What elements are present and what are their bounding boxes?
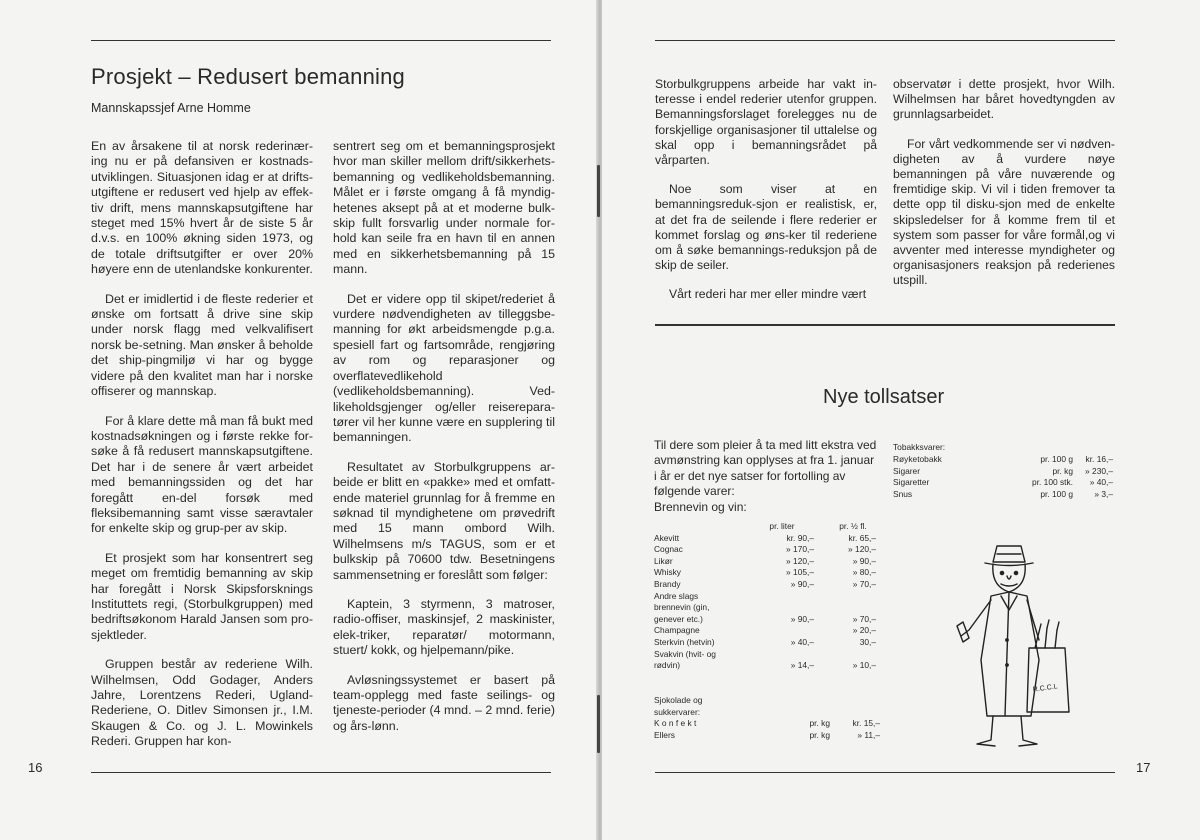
paragraph: For vårt vedkommende ser vi nødven-digheten av å vurdere nøye bemanningen på våre nuværende og fremtidige skip. Vi vil i tiden fremover ta dette opp til disku-sjon med de enkelte skipsledelser for å komme frem til et system som passer for våre formål,og vi avventer med interesse myndigheter og organisasjoners reaksjon på rederienes utspill. — [893, 136, 1115, 288]
table-row — [893, 454, 1115, 466]
table-row — [654, 544, 902, 556]
table-row — [654, 637, 902, 649]
table-row — [654, 556, 902, 568]
item-name: Snus — [893, 489, 913, 500]
column-header: pr. ½ fl. — [839, 521, 867, 531]
rate-per-liter: » 120,– — [786, 555, 814, 566]
item-unit: pr. 100 g — [1040, 489, 1073, 500]
item-name: Ellers — [654, 729, 675, 740]
bottom-rule — [91, 772, 551, 773]
table-row — [893, 489, 1115, 501]
table-row — [654, 625, 902, 637]
table-row — [654, 660, 902, 672]
rate-per-liter: » 90,– — [790, 578, 814, 589]
article-author: Mannskapssjef Arne Homme — [91, 101, 251, 115]
left-column-1 — [91, 139, 313, 764]
column-header: pr. liter — [769, 521, 795, 531]
paragraph: En av årsakene til at norsk rederinær-ing nu er på defansiven er kostnads-utviklingen. Situasjonen idag er at drifts-utgiftene er redusert ved hjelp av effek-tiv drift, mens mannskapsutgiftene har steget med 15% hvert år de siste 5 år d.v.s. en 100% økning siden 1973, og de totale driftsutgifter er over 20% høyere enn de utenlandske konkurenter. — [91, 139, 313, 277]
tollsatser-title: Nye tollsatser — [823, 386, 945, 408]
paragraph: For å klare dette må man få bukt med kostnadsøkningen og i første rekke for-søke å få redusert mannskapsutgiftene. Det har i de senere år vært arbeidet med bemanningssiden og det har foregått en-del forsøk med fleksibemanning samt visse særavtaler for enkelte skip og grup-per av skip. — [91, 413, 313, 536]
item-name: Whisky — [654, 567, 681, 578]
item-name: genever etc.) — [654, 613, 703, 624]
item-unit: pr. 100 g — [1040, 453, 1073, 464]
item-name: Akevitt — [654, 532, 680, 543]
bottom-rule — [655, 772, 1115, 773]
item-rate: » 11,– — [857, 729, 880, 740]
page-number: 17 — [1136, 760, 1151, 775]
item-name: Sterkvin (hetvin) — [654, 636, 715, 647]
paragraph: Avløsningssystemet er basert på team-opplegg med faste seilings- og tjeneste-perioder (4 mnd. – 2 mnd. ferie) og års-lønn. — [333, 672, 555, 733]
table-row — [654, 533, 902, 545]
section-rule — [655, 324, 1115, 326]
paragraph: Kaptein, 3 styrmenn, 3 matroser, radio-offiser, maskinsjef, 2 maskinister, elek-triker, reparatør/ motormann, stuert/ kokk, og hjelpemann/pike. — [333, 596, 555, 658]
item-unit: pr. kg — [809, 729, 830, 740]
left-column-2 — [333, 139, 555, 748]
intro-text: Til dere som pleier å ta med litt ekstra ved avmønstring kan opplyses at fra 1. januar i år er det nye satser for fortolling av følgende varer: — [654, 438, 877, 499]
table-row — [654, 579, 902, 591]
table-row — [654, 730, 904, 742]
rate-per-liter: » 105,– — [786, 567, 814, 578]
tobacco-table — [893, 442, 1115, 501]
rate-per-liter: » 40,– — [790, 636, 814, 647]
item-name: Brandy — [654, 578, 681, 589]
right-column-2 — [893, 77, 1115, 303]
paragraph: Storbulkgruppens arbeide har vakt in-teresse i endel rederier utenfor gruppen. Bemanningsforslaget forelegges nu de forskjellige organisasjoner til uttalelse og skal opp i bemanningsrådet på vårparten. — [655, 77, 877, 168]
table-row — [654, 718, 904, 730]
rate-per-bottle: 30,– — [859, 636, 876, 647]
item-name: Sigaretter — [893, 477, 930, 488]
item-name: Champagne — [654, 625, 700, 636]
item-name: K o n f e k t — [654, 718, 697, 729]
item-name: Likør — [654, 555, 673, 566]
rate-per-bottle: » 120,– — [848, 544, 876, 555]
paragraph: Det er videre opp til skipet/rederiet å vurdere nødvendigheten av tilleggsbe-manning for økt arbeidsmengde p.g.a. spesiell fart og fartsområde, rengjøring av rom og reparasjoner og overflatevedlikehold (vedlikeholdsbemanning). Ved-likeholdsgjenger og/eller reiserepara-tører vil her kunne være en supplering til bemanningen. — [333, 291, 555, 445]
rate-per-liter: » 170,– — [786, 544, 814, 555]
paragraph: Gruppen består av rederiene Wilh. Wilhelmsen, Odd Godager, Anders Jahre, Lorentzens Rederi, Ugland-Rederiene, O. Ditlev Simonsen jr., I.M. Skaugen & Co. og J. L. Mowinkels Rederi. Gruppen har kon- — [91, 657, 313, 749]
rate-per-liter: kr. 90,– — [786, 532, 814, 543]
table-header — [654, 521, 902, 533]
confectionery-heading: Sjokolade og sukkervarer: — [654, 695, 703, 717]
staple — [597, 695, 600, 753]
item-rate: » 230,– — [1085, 465, 1113, 476]
rate-per-bottle: » 80,– — [852, 567, 876, 578]
paragraph: observatør i dette prosjekt, hvor Wilh. Wilhelmsen har båret hovedtyngden av grunnlagsarbeidet. — [893, 77, 1115, 122]
item-name: Røyketobakk — [893, 453, 942, 464]
rate-per-bottle: » 70,– — [852, 613, 876, 624]
paragraph: Det er imidlertid i de fleste rederier et ønske om fortsatt å drive sine skip under norsk flagg med velkvalifisert norsk be-setning. Man ønsker å beholde det ship-pingmiljø vi har og bygge videre på den kvalitet man har i norske offiserer og mannskap. — [91, 291, 313, 399]
item-name: brennevin (gin, — [654, 602, 710, 613]
sailor-with-shopping-bag-illustration — [955, 540, 1075, 750]
item-rate: » 3,– — [1094, 489, 1113, 500]
item-unit: pr. 100 stk. — [1032, 477, 1073, 488]
item-rate: » 40,– — [1089, 477, 1113, 488]
paragraph: sentrert seg om et bemanningsprosjekt hvor man skiller mellom drift/sikkerhets-bemanning og vedlikeholdsbemanning. Målet er i første omgang å få myndig-hetenes aksept på at et moderne bulk-skip fullt forsvarlig under normale for-hold kan seile fra en havn til en annen med en sikkerhetsbemanning på 15 mann. — [333, 139, 555, 277]
item-rate: kr. 16,– — [1085, 453, 1113, 464]
rate-per-bottle: » 10,– — [852, 660, 876, 671]
table-row — [893, 466, 1115, 478]
item-unit: pr. kg — [809, 718, 830, 729]
item-name: Cognac — [654, 544, 683, 555]
table-row — [654, 649, 902, 661]
left-page — [0, 0, 598, 840]
item-name: Svakvin (hvit- og — [654, 648, 716, 659]
rate-per-bottle: » 90,– — [852, 555, 876, 566]
liquor-table — [654, 521, 902, 672]
table-row — [654, 591, 902, 603]
paragraph: Resultatet av Storbulkgruppens ar-beide er blitt en «pakke» med et omfatt-ende materiel grunnlag for å fremme en søknad til myndighetene om prøvedrift med 15 mann ombord Wilh. Wilhelmsens m/s TAGUS, som er et bulkskip på 70600 tdw. Besetningens sammensetning er foreslått som følger: — [333, 459, 555, 582]
table-row — [654, 602, 902, 614]
confectionery-table — [654, 695, 904, 741]
table-row — [893, 477, 1115, 489]
rate-per-bottle: » 20,– — [852, 625, 876, 636]
item-unit: pr. kg — [1052, 465, 1073, 476]
staple — [597, 165, 600, 217]
paragraph: Noe som viser at en bemanningsreduk-sjon er realistisk, er, at det fra de seilende i flere rederier er kommet forslag og øns-ker til rederiene om å søke bemannings-reduksjon på de skip de seiler. — [655, 182, 877, 273]
rate-per-bottle: kr. 65,– — [848, 532, 876, 543]
rate-per-liter: » 14,– — [790, 660, 814, 671]
item-name: rødvin) — [654, 660, 681, 671]
top-rule — [655, 40, 1115, 41]
article-title: Prosjekt – Redusert bemanning — [91, 64, 405, 89]
rate-per-bottle: » 70,– — [852, 578, 876, 589]
item-name: Andre slags — [654, 590, 699, 601]
table-row — [654, 567, 902, 579]
rate-per-liter: » 90,– — [790, 613, 814, 624]
liquor-heading: Brennevin og vin: — [654, 499, 747, 514]
tobacco-heading: Tobakksvarer: — [893, 442, 946, 452]
item-name: Sigarer — [893, 465, 920, 476]
paragraph: Vårt rederi har mer eller mindre vært — [669, 287, 867, 302]
top-rule — [91, 40, 551, 41]
right-column-1 — [655, 77, 877, 317]
bag-label: R.C.C.L — [1032, 683, 1059, 694]
table-row — [654, 614, 902, 626]
page-number: 16 — [28, 760, 43, 775]
tollsatser-intro — [654, 438, 880, 515]
item-rate: kr. 15,– — [852, 718, 880, 729]
paragraph: Et prosjekt som har konsentrert seg meget om fremtidig bemanning av skip har foregått i Norsk Skipsforsknings Instituttets regi, (Storbulkgruppen) med bedriftsøkonom Harald Jansen som pro-sjektleder. — [91, 550, 313, 642]
